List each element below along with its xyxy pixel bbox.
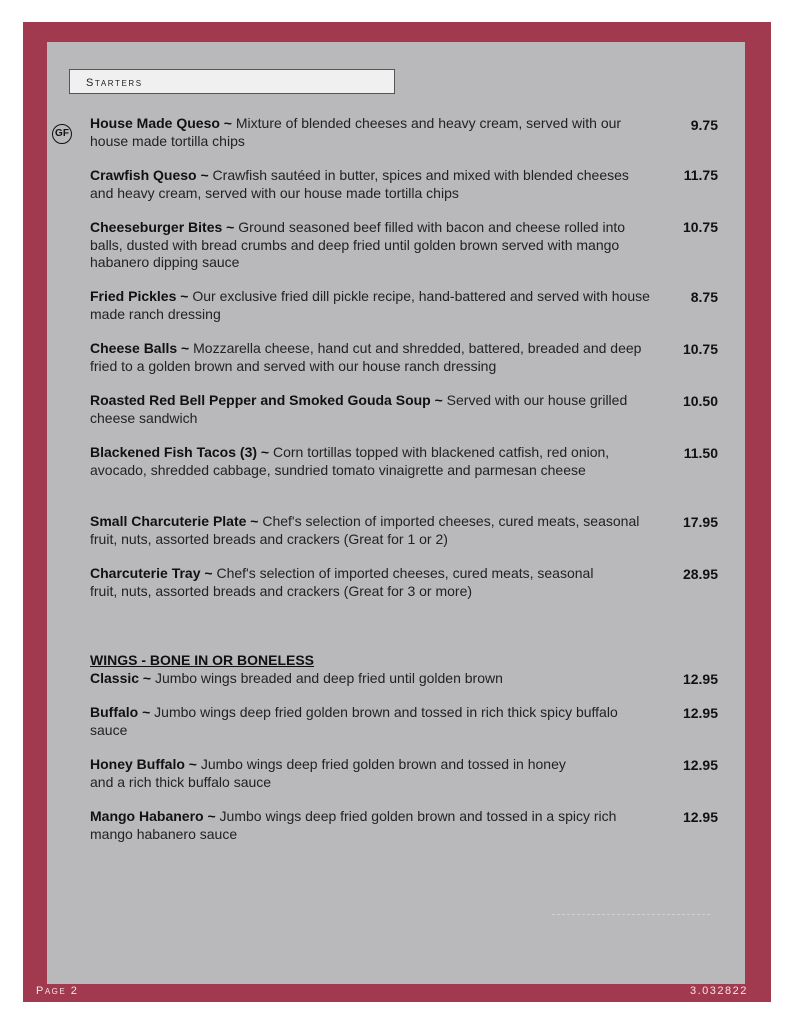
item-description: Jumbo wings deep fried golden brown and tossed in honey and a rich thick buffalo sauce	[90, 756, 566, 790]
item-price: 10.75	[682, 341, 718, 357]
page-number: Page 2	[36, 985, 79, 997]
item-description: Mozzarella cheese, hand cut and shredded, battered, breaded and deep fried to a golden brown and served with our house ranch dressing	[90, 340, 642, 374]
item-price: 11.75	[683, 167, 718, 183]
item-name: Charcuterie Tray ~	[90, 565, 213, 581]
item-description: Jumbo wings deep fried golden brown and tossed in rich thick spicy buffalo sauce	[90, 704, 618, 738]
item-price: 9.75	[690, 117, 718, 133]
item-description: Crawfish sautéed in butter, spices and mixed with blended cheeses and heavy cream, served with our house made tortilla chips	[90, 167, 629, 201]
faded-watermark	[552, 914, 710, 955]
item-description: Ground seasoned beef filled with bacon and cheese rolled into balls, dusted with bread crumbs and deep fried until golden brown served with mango habanero dipping sauce	[90, 219, 626, 270]
item-price: 28.95	[682, 566, 718, 582]
menu-item-cheese-balls	[90, 340, 650, 375]
item-description: Our exclusive fried dill pickle recipe, hand-battered and served with house made ranch dressing	[90, 288, 650, 322]
menu-item-fried-pickles	[90, 288, 650, 323]
item-description: Jumbo wings deep fried golden brown and tossed in a spicy rich mango habanero sauce	[90, 808, 617, 842]
item-name: House Made Queso ~	[90, 115, 232, 131]
item-price: 12.95	[682, 671, 718, 687]
item-price: 10.75	[682, 219, 718, 235]
item-price: 12.95	[682, 705, 718, 721]
menu-item-wings-classic	[90, 670, 650, 688]
item-name: Roasted Red Bell Pepper and Smoked Gouda Soup ~	[90, 392, 443, 408]
section-title-starters: Starters	[69, 69, 395, 94]
menu-item-wings-mango-habanero	[90, 808, 655, 843]
item-description: Jumbo wings breaded and deep fried until golden brown	[151, 670, 503, 686]
menu-item-blackened-fish-tacos	[90, 444, 635, 479]
menu-item-cheeseburger-bites	[90, 219, 640, 272]
item-price: 10.50	[682, 393, 718, 409]
item-description: Chef's selection of imported cheeses, cured meats, seasonal fruit, nuts, assorted breads and crackers (Great for 3 or more)	[90, 565, 594, 599]
item-name: Crawfish Queso ~	[90, 167, 209, 183]
item-name: Buffalo ~	[90, 704, 151, 720]
item-description: Corn tortillas topped with blackened catfish, red onion, avocado, shredded cabbage, sundried tomato vinaigrette and parmesan cheese	[90, 444, 610, 478]
item-name: Fried Pickles ~	[90, 288, 189, 304]
menu-item-gouda-soup	[90, 392, 660, 427]
version-code: 3.032822	[690, 985, 748, 997]
item-name: Cheese Balls ~	[90, 340, 190, 356]
menu-item-wings-buffalo	[90, 704, 640, 739]
menu-item-wings-honey-buffalo	[90, 756, 590, 791]
menu-item-small-charcuterie-plate	[90, 513, 650, 548]
item-price: 11.50	[683, 445, 718, 461]
item-name: Cheeseburger Bites ~	[90, 219, 235, 235]
gluten-free-badge: GF	[52, 124, 72, 144]
item-name: Classic ~	[90, 670, 152, 686]
item-description: Served with our house grilled cheese sandwich	[90, 392, 628, 426]
item-name: Mango Habanero ~	[90, 808, 216, 824]
item-price: 12.95	[682, 757, 718, 773]
menu-item-charcuterie-tray	[90, 565, 600, 600]
item-name: Small Charcuterie Plate ~	[90, 513, 259, 529]
item-description: Mixture of blended cheeses and heavy cream, served with our house made tortilla chips	[90, 115, 622, 149]
item-price: 12.95	[682, 809, 718, 825]
item-name: Blackened Fish Tacos (3) ~	[90, 444, 270, 460]
wings-section-heading: WINGS - BONE IN OR BONELESS	[90, 652, 315, 668]
item-price: 17.95	[682, 514, 718, 530]
menu-item-house-made-queso	[90, 115, 635, 150]
menu-item-crawfish-queso	[90, 167, 640, 202]
item-description: Chef's selection of imported cheeses, cured meats, seasonal fruit, nuts, assorted breads and crackers (Great for 1 or 2)	[90, 513, 640, 547]
item-name: Honey Buffalo ~	[90, 756, 197, 772]
item-price: 8.75	[690, 289, 718, 305]
